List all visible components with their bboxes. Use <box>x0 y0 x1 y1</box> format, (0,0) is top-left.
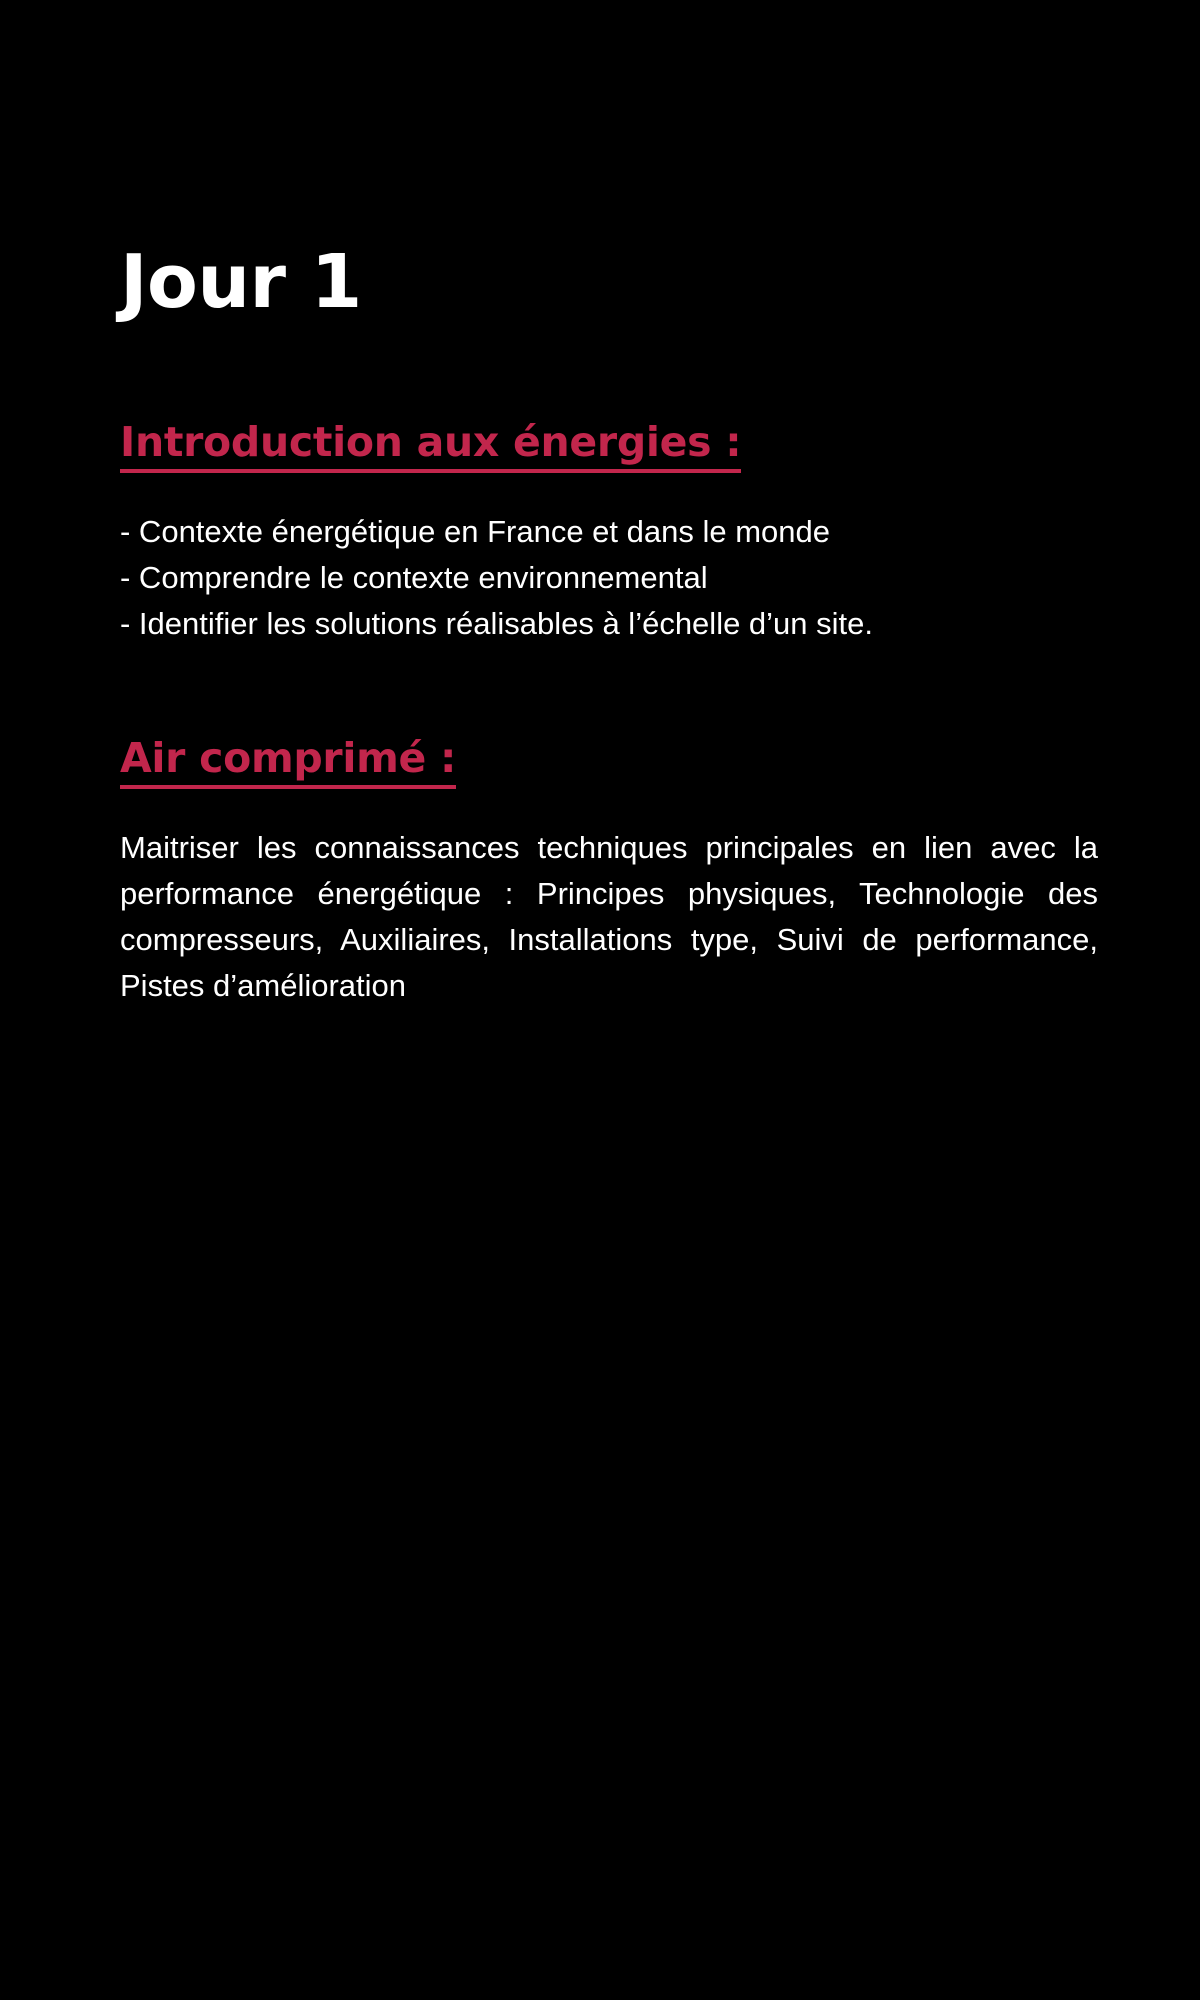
section-paragraph-air-comprime: Maitriser les connaissances techniques principales en lien avec la performance énergétique : Principes physiques, Technologie des compresseurs, Auxiliaires, Installations type, Suivi de performance, Pistes d’amélioration <box>120 829 1098 1003</box>
list-item: - Contexte énergétique en France et dans le monde <box>120 514 831 550</box>
section-heading-air-comprime: Air comprimé : <box>120 735 456 789</box>
section-heading-introduction: Introduction aux énergies : <box>120 419 741 473</box>
list-item: - Comprendre le contexte environnemental <box>120 560 708 596</box>
page-title: Jour 1 <box>120 239 362 325</box>
objectives-list-introduction <box>120 473 1098 647</box>
section-introduction <box>120 319 1098 647</box>
list-item: - Identifier les solutions réalisables à l’échelle d’un site. <box>120 605 874 641</box>
section-air-comprime <box>120 647 1098 1009</box>
